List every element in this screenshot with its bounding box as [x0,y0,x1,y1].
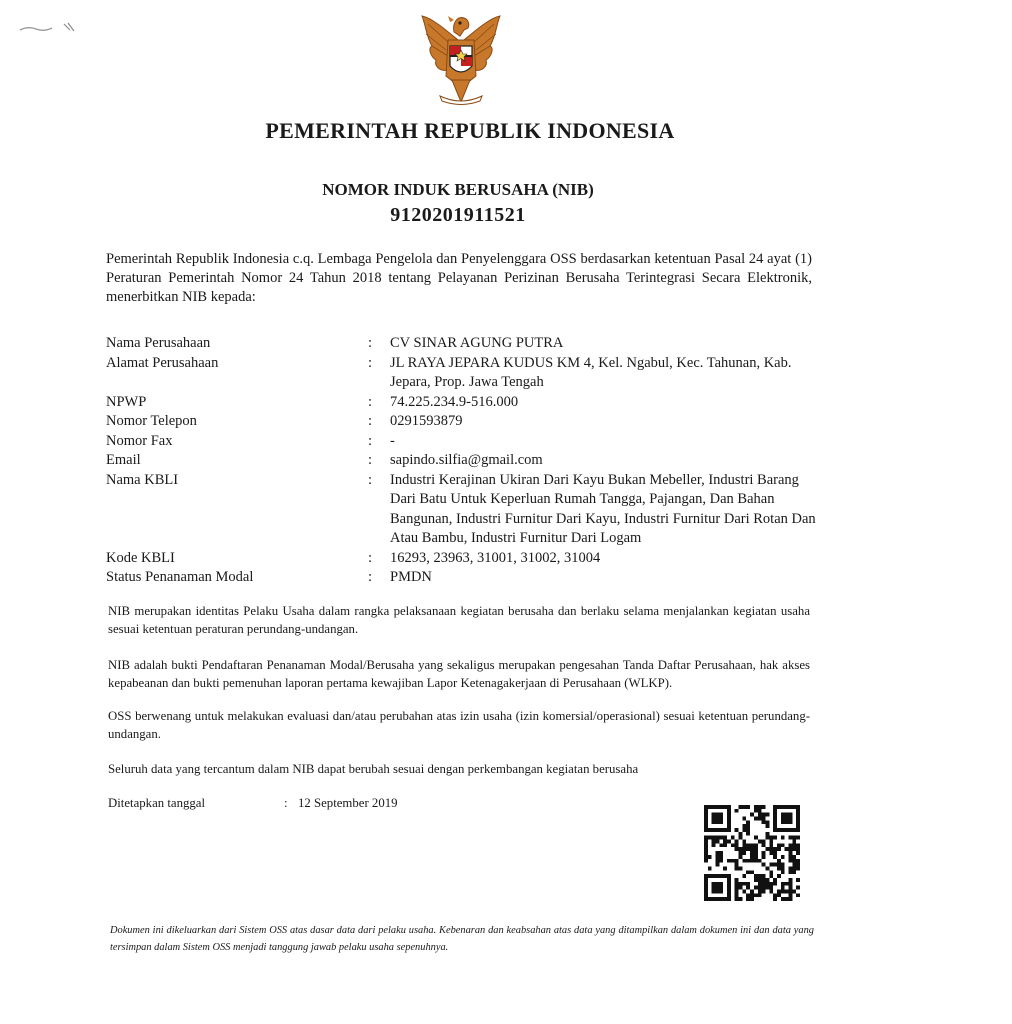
field-colon: : [368,393,373,410]
field-colon: : [368,413,373,429]
garuda-emblem-icon [418,10,504,108]
field-colon: : [368,335,373,351]
field-colon: : [368,354,373,371]
paragraph-data-change: Seluruh data yang tercantum dalam NIB dapat berubah sesuai dengan perkembangan kegiatan berusaha [108,762,639,776]
qr-code-icon [704,804,800,902]
field-row-npwp [106,393,818,413]
field-label: NPWP [106,393,147,410]
field-value: 0291593879 [390,413,463,429]
paragraph-identity: NIB merupakan identitas Pelaku Usaha dalam rangka pelaksanaan kegiatan berusaha dan berlaku selama menjalankan kegiatan usaha sesuai ketentuan peraturan perundang-undangan. [108,604,810,636]
field-label: Alamat Perusahaan [106,354,219,371]
nib-number: 9120201911521 [390,204,526,226]
field-row-fax [106,432,818,452]
field-colon: : [368,452,373,468]
field-value: JL RAYA JEPARA KUDUS KM 4, Kel. Ngabul, Kec. Tahunan, Kab. Jepara, Prop. Jawa Tengah [390,354,792,390]
scan-smudge [18,20,88,34]
field-label: Kode KBLI [106,549,175,566]
field-row-email [106,451,818,471]
field-row-kbli-code [106,549,818,569]
government-title: PEMERINTAH REPUBLIK INDONESIA [265,118,675,143]
field-colon: : [368,432,373,449]
field-value: PMDN [390,569,432,585]
field-row-company-name [106,334,818,354]
field-label: Nomor Fax [106,432,173,449]
paragraph-registration: NIB adalah bukti Pendaftaran Penanaman Modal/Berusaha yang sekaligus merupakan pengesahan Tanda Daftar Perusahaan, hak akses kepabeanan dan bukti pemenuhan laporan pertama kewajiban Lapor Ketenagakerjaan di Perusahaan (WLKP). [108,658,810,690]
issued-colon: : [284,796,288,810]
field-label: Nama KBLI [106,471,179,488]
disclaimer-note: Dokumen ini dikeluarkan dari Sistem OSS atas dasar data dari pelaku usaha. Kebenaran dan keabsahan atas data yang ditampilkan dalam dokumen ini dan data yang tersimpan dalam Sistem OSS menjadi tanggung jawab pelaku usaha sepenuhnya. [110,925,814,953]
field-value: Industri Kerajinan Ukiran Dari Kayu Bukan Mebeller, Industri Barang Dari Batu Untuk Keperluan Rumah Tangga, Pajangan, Dan Bahan Bangunan, Industri Furnitur Dari Kayu, Industri Furnitur Dari Rotan Dan Atau Bambu, Industri Furnitur Dari Logam [390,471,816,546]
field-value: sapindo.silfia@gmail.com [390,452,543,468]
field-label: Nama Perusahaan [106,335,211,351]
field-label: Email [106,452,141,468]
issued-label: Ditetapkan tanggal [108,796,206,810]
issued-date: 12 September 2019 [298,796,398,810]
field-row-phone [106,412,818,432]
field-colon: : [368,569,373,585]
field-label: Nomor Telepon [106,413,197,429]
field-value: CV SINAR AGUNG PUTRA [390,335,564,351]
field-value: - [390,432,395,449]
issued-date-row [108,796,398,811]
field-colon: : [368,549,373,566]
company-fields [106,334,818,588]
field-value: 16293, 23963, 31001, 31002, 31004 [390,549,601,566]
field-row-company-address [106,354,818,393]
field-row-kbli-name [106,471,818,549]
field-label: Status Penanaman Modal [106,569,254,585]
nib-title: NOMOR INDUK BERUSAHA (NIB) [322,180,594,199]
field-colon: : [368,471,373,488]
intro-paragraph: Pemerintah Republik Indonesia c.q. Lembaga Pengelola dan Penyelenggara OSS berdasarkan ketentuan Pasal 24 ayat (1) Peraturan Pemerintah Nomor 24 Tahun 2018 tentang Pelayanan Perizinan Berusaha Terintegrasi Secara Elektronik, menerbitkan NIB kepada: [106,251,812,305]
field-value: 74.225.234.9-516.000 [390,393,519,410]
paragraph-evaluation: OSS berwenang untuk melakukan evaluasi dan/atau perubahan atas izin usaha (izin komersial/operasional) sesuai ketentuan perundang-undangan. [108,709,810,741]
field-row-investment-status [106,568,818,588]
